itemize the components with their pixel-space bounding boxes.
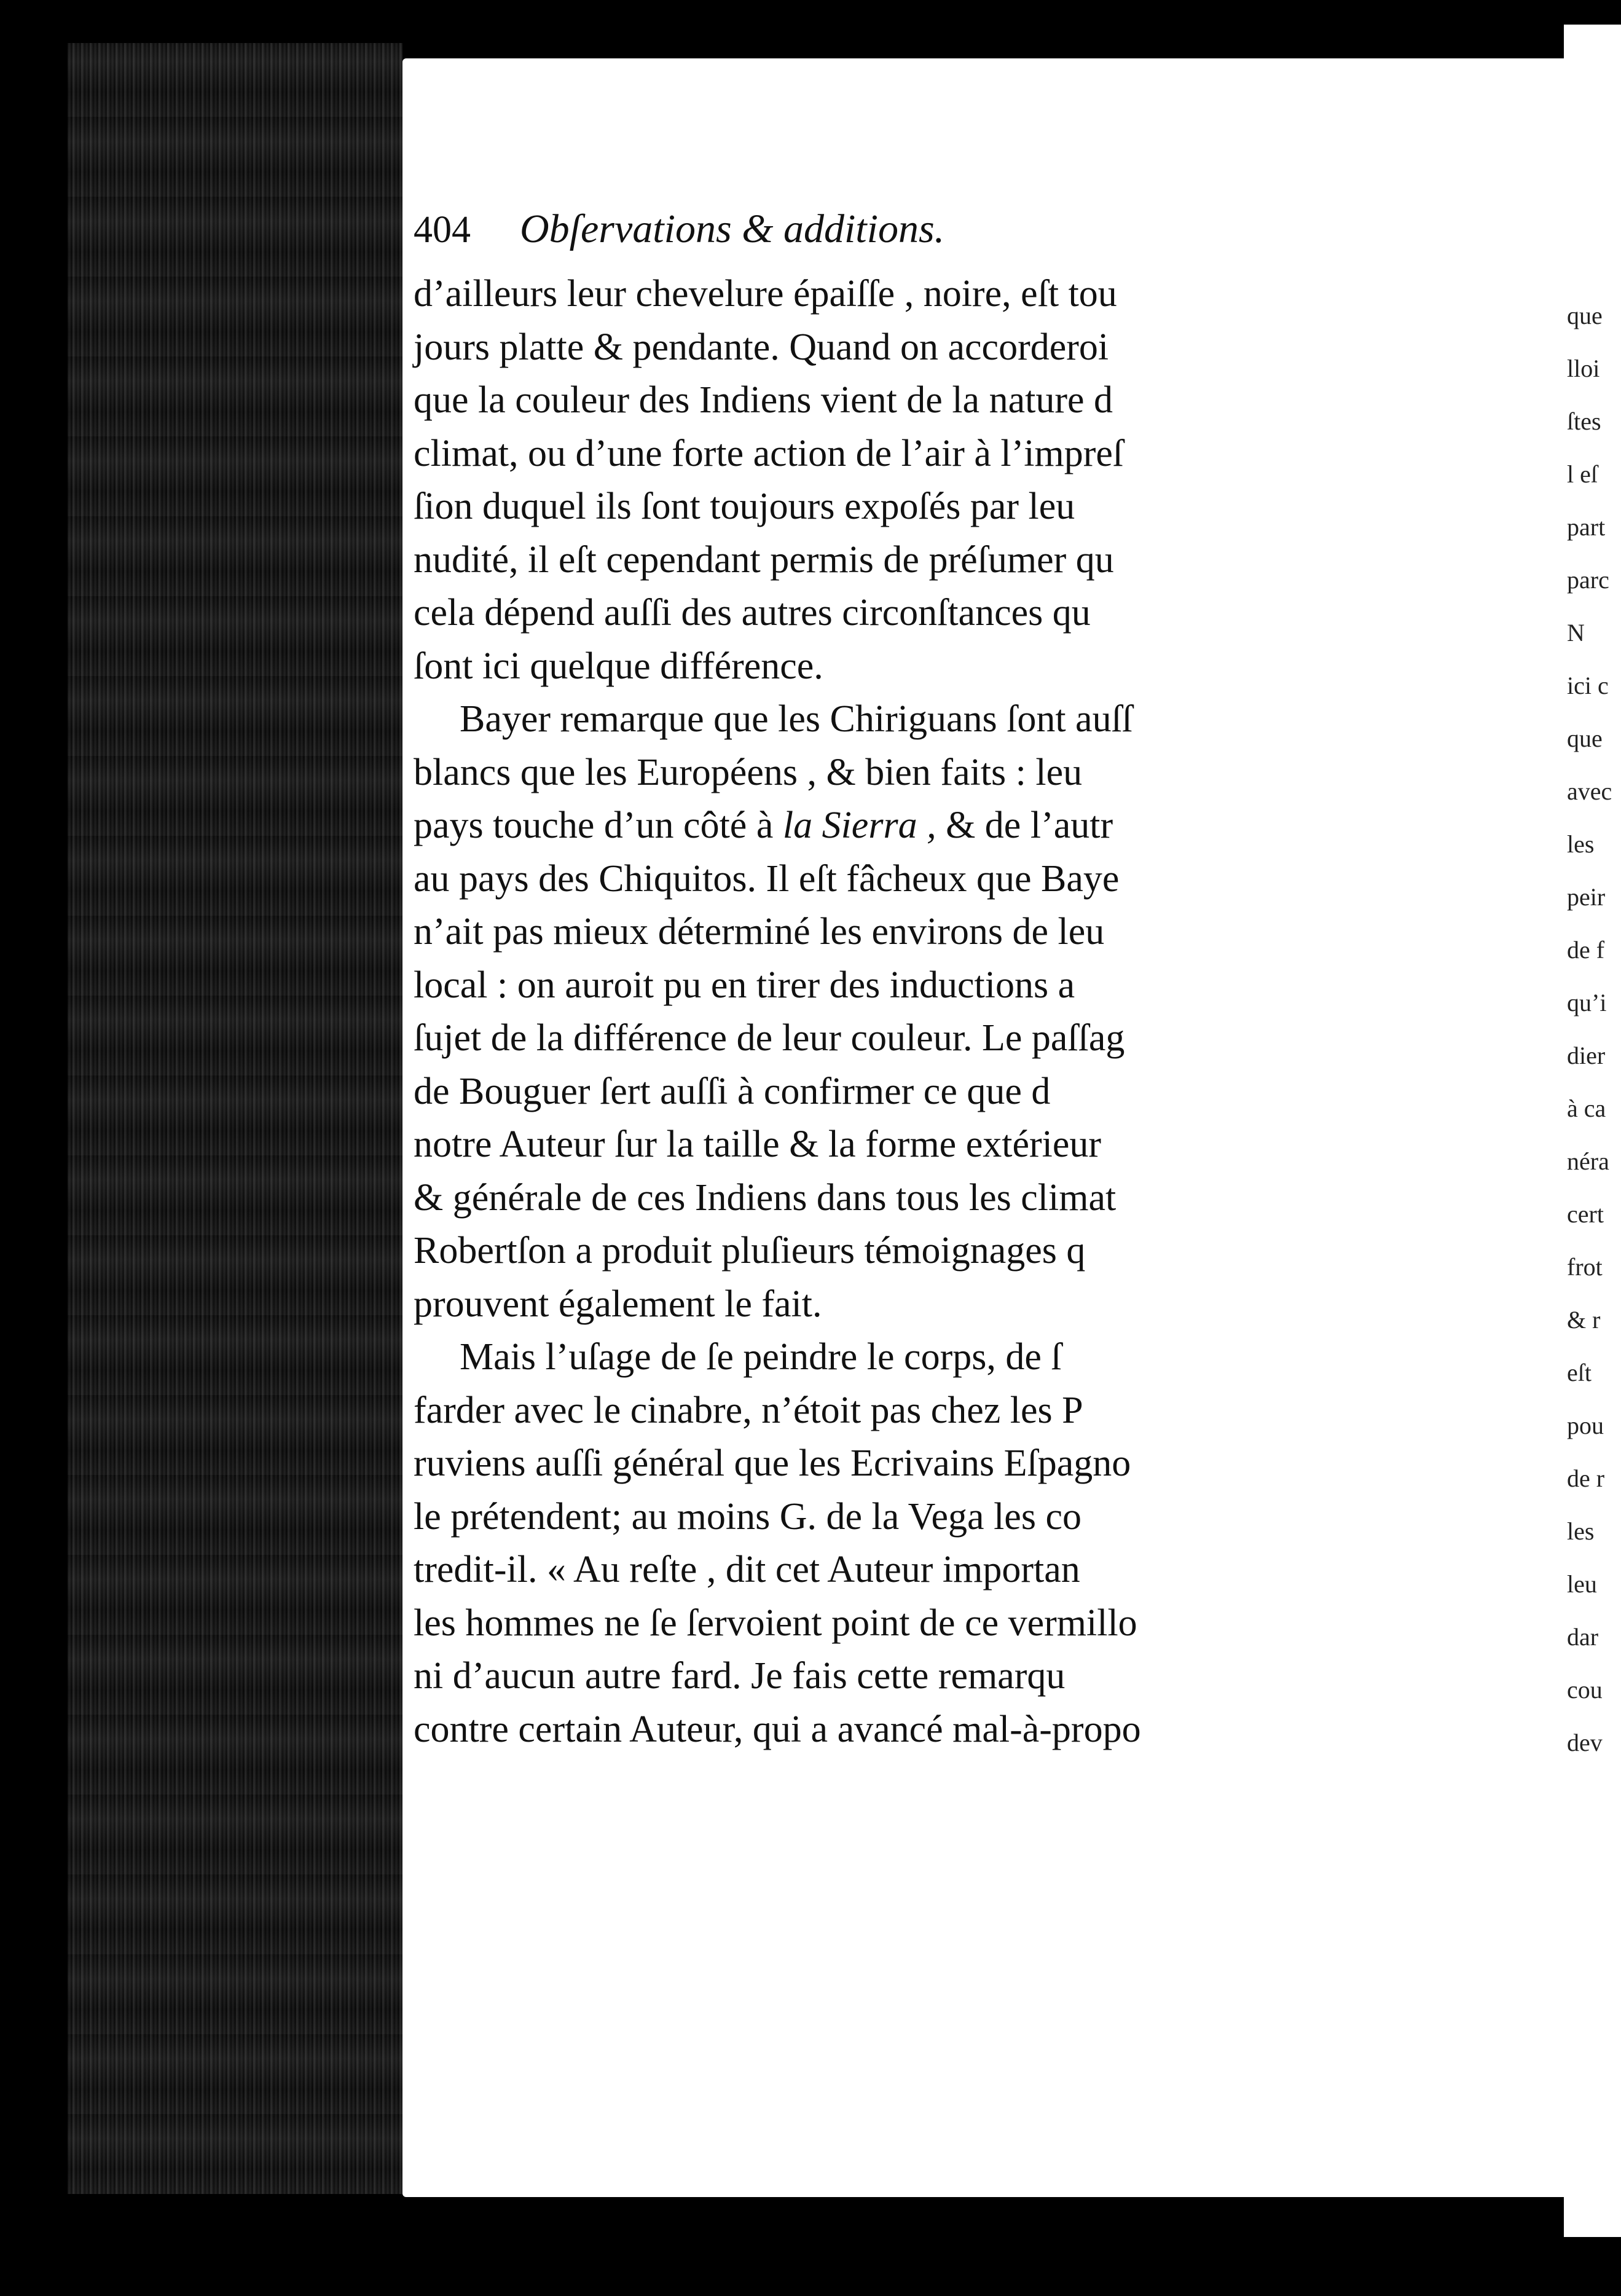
facing-page-fragment: de f <box>1567 936 1605 964</box>
facing-page-fragment: pou <box>1567 1412 1604 1439</box>
facing-page-fragment: l eſ <box>1567 460 1598 488</box>
facing-page-fragment: cert <box>1567 1200 1604 1228</box>
facing-page-fragment: peir <box>1567 883 1606 911</box>
text-line: ſont ici quelque différence. <box>414 645 823 687</box>
text-line: Robertſon a produit pluſieurs témoignages q <box>414 1230 1086 1272</box>
facing-page-fragment: eſt <box>1567 1359 1592 1386</box>
text-line: que la couleur des Indiens vient de la nature d <box>414 379 1113 421</box>
text-line: le prétendent; au moins G. de la Vega les co <box>414 1495 1081 1538</box>
facing-page-fragment: dar <box>1567 1623 1599 1651</box>
facing-page-fragment: frot <box>1567 1253 1603 1281</box>
text-line: climat, ou d’une forte action de l’air à l’impreſ <box>414 432 1124 474</box>
facing-page-fragment: que <box>1567 302 1603 329</box>
text-line: Bayer remarque que les Chiriguans ſont auſſ <box>460 698 1133 740</box>
facing-page-fragment: dier <box>1567 1042 1606 1069</box>
text-line: tredit-il. « Au reſte , dit cet Auteur importan <box>414 1549 1080 1590</box>
text-line: cela dépend auſſi des autres circonſtances qu <box>414 592 1091 634</box>
facing-page-fragment: ſtes <box>1567 407 1601 435</box>
text-line: contre certain Auteur, qui a avancé mal-à-propo <box>414 1708 1141 1750</box>
facing-page-fragment: ici c <box>1567 672 1609 699</box>
book-edge <box>68 43 402 2194</box>
italic-place-name: la Sierra , <box>782 804 936 846</box>
facing-page-fragment: cou <box>1567 1676 1603 1704</box>
facing-page-fragment: de r <box>1567 1464 1605 1492</box>
text-line-with-italic <box>414 799 1212 852</box>
facing-page-fragment: leu <box>1567 1570 1597 1598</box>
text-line: ſion duquel ils ſont toujours expoſés par leu <box>414 486 1075 527</box>
text-line: n’ait pas mieux déterminé les environs de leu <box>414 911 1105 953</box>
text-line: farder avec le cinabre, n’étoit pas chez les P <box>414 1389 1083 1431</box>
scan-border <box>0 0 68 2296</box>
text-line: & générale de ces Indiens dans tous les climat <box>414 1176 1117 1219</box>
facing-page-fragment: N <box>1567 619 1585 647</box>
page-number: 404 <box>414 209 471 251</box>
text-segment: & de l’autr <box>936 804 1113 846</box>
facing-page-fragment: dev <box>1567 1729 1603 1756</box>
facing-page-fragment: lloi <box>1567 355 1600 382</box>
facing-page-fragment: part <box>1567 513 1606 541</box>
facing-page-fragment: néra <box>1567 1147 1609 1175</box>
facing-page-fragment: que <box>1567 725 1603 752</box>
facing-page-fragment: les <box>1567 1517 1595 1545</box>
text-line: local : on auroit pu en tirer des inductions a <box>414 964 1075 1006</box>
facing-page-fragment: les <box>1567 830 1595 858</box>
text-line: jours platte & pendante. Quand on accorderoi <box>414 326 1109 368</box>
body-text <box>414 267 1212 1756</box>
text-line: nudité, il eſt cependant permis de préſumer qu <box>414 538 1114 581</box>
text-line: ruviens auſſi général que les Ecrivains Eſpagno <box>414 1442 1131 1484</box>
running-title: Obſervations & additions. <box>520 206 945 251</box>
facing-page-fragment: avec <box>1567 777 1612 805</box>
text-line: ſujet de la différence de leur couleur. Le paſſag <box>414 1017 1125 1059</box>
facing-page-fragment: qu’i <box>1567 989 1607 1016</box>
text-line: ni d’aucun autre fard. Je fais cette remarqu <box>414 1655 1066 1697</box>
text-line: notre Auteur ſur la taille & la forme extérieur <box>414 1123 1101 1165</box>
text-line: d’ailleurs leur chevelure épaiſſe , noire, eſt tou <box>414 273 1117 315</box>
page-header <box>414 206 1169 253</box>
text-line: les hommes ne ſe ſervoient point de ce vermillo <box>414 1602 1137 1644</box>
text-line: au pays des Chiquitos. Il eſt fâcheux que Baye <box>414 857 1120 900</box>
facing-page-fragment: à ca <box>1567 1095 1606 1122</box>
text-line: blancs que les Européens , & bien faits : leu <box>414 751 1083 793</box>
text-line: prouvent également le fait. <box>414 1283 822 1325</box>
text-line: de Bouguer ſert auſſi à confirmer ce que d <box>414 1070 1051 1112</box>
facing-page-fragment: parc <box>1567 566 1609 594</box>
text-line: Mais l’uſage de ſe peindre le corps, de ſ <box>460 1336 1062 1378</box>
text-segment: pays touche d’un côté à <box>414 804 783 846</box>
facing-page-fragment: & r <box>1567 1306 1601 1334</box>
